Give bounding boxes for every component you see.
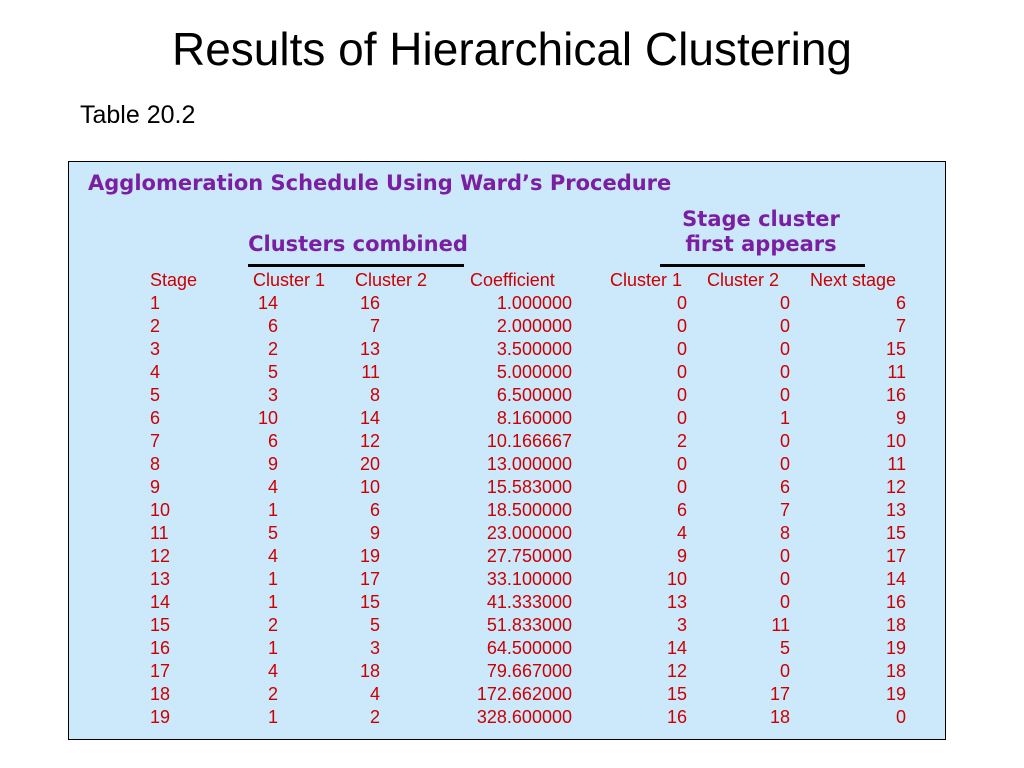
cell-first-cluster2: 0 [779, 339, 790, 359]
stage-cluster-label-line2: first appears [685, 232, 837, 256]
cell-cluster2: 19 [359, 546, 380, 566]
cell-stage: 2 [150, 316, 161, 336]
cell-next-stage: 18 [885, 615, 906, 635]
cell-coefficient: 172.662000 [476, 684, 572, 704]
cell-cluster1: 1 [267, 569, 278, 589]
cell-coefficient: 5.000000 [496, 362, 572, 382]
cell-first-cluster2: 5 [779, 638, 790, 658]
cell-cluster2: 16 [359, 293, 380, 313]
cell-first-cluster2: 0 [779, 316, 790, 336]
cell-cluster2: 18 [359, 661, 380, 681]
cell-first-cluster2: 0 [779, 431, 790, 451]
stage-cluster-underline [660, 264, 865, 267]
cell-stage: 10 [150, 500, 171, 520]
clusters-combined-underline [248, 264, 464, 267]
cell-coefficient: 18.500000 [486, 500, 572, 520]
cell-cluster1: 1 [267, 707, 278, 727]
cell-next-stage: 18 [885, 661, 906, 681]
cell-first-cluster1: 0 [676, 454, 687, 474]
cell-coefficient: 64.500000 [486, 638, 572, 658]
cell-coefficient: 27.750000 [486, 546, 572, 566]
cell-coefficient: 6.500000 [496, 385, 572, 405]
cell-stage: 1 [150, 293, 161, 313]
cell-cluster1: 6 [267, 431, 278, 451]
cell-cluster1: 1 [267, 592, 278, 612]
cell-next-stage: 11 [887, 362, 906, 382]
cell-cluster2: 20 [359, 454, 380, 474]
cell-first-cluster1: 12 [666, 661, 687, 681]
cell-coefficient: 3.500000 [496, 339, 572, 359]
cell-first-cluster1: 13 [666, 592, 687, 612]
cell-stage: 11 [150, 523, 169, 543]
cell-cluster2: 6 [369, 500, 380, 520]
cell-first-cluster1: 4 [676, 523, 687, 543]
cell-first-cluster1: 2 [676, 431, 687, 451]
slide-title: Results of Hierarchical Clustering [171, 23, 853, 75]
cell-cluster1: 5 [267, 362, 278, 382]
cell-first-cluster1: 0 [676, 477, 687, 497]
cell-coefficient: 15.583000 [486, 477, 572, 497]
cell-cluster1: 1 [267, 638, 278, 658]
cell-next-stage: 12 [885, 477, 906, 497]
cell-first-cluster2: 0 [779, 385, 790, 405]
cell-stage: 6 [150, 408, 161, 428]
cell-first-cluster2: 6 [779, 477, 790, 497]
col-header-first-cluster2: Cluster 2 [707, 270, 780, 290]
cell-next-stage: 14 [885, 569, 906, 589]
stage-cluster-label [650, 207, 872, 257]
cell-stage: 16 [150, 638, 171, 658]
cell-first-cluster2: 0 [779, 454, 790, 474]
cell-stage: 15 [150, 615, 171, 635]
cell-cluster1: 4 [267, 477, 278, 497]
cell-cluster2: 11 [361, 362, 380, 382]
cell-stage: 12 [150, 546, 171, 566]
cell-next-stage: 19 [885, 638, 906, 658]
col-header-next-stage: Next stage [810, 270, 897, 290]
cell-next-stage: 6 [895, 293, 906, 313]
cell-next-stage: 10 [885, 431, 906, 451]
cell-coefficient: 23.000000 [486, 523, 572, 543]
cell-cluster2: 14 [359, 408, 380, 428]
cell-cluster2: 8 [369, 385, 380, 405]
cell-coefficient: 10.166667 [486, 431, 572, 451]
table-number: Table 20.2 [80, 101, 196, 129]
cell-first-cluster1: 0 [676, 408, 687, 428]
cell-cluster1: 4 [267, 661, 278, 681]
cell-next-stage: 16 [885, 592, 906, 612]
cell-first-cluster1: 0 [676, 339, 687, 359]
cell-first-cluster1: 15 [666, 684, 687, 704]
col-header-cluster2: Cluster 2 [355, 270, 428, 290]
cell-coefficient: 2.000000 [496, 316, 572, 336]
cell-cluster1: 4 [267, 546, 278, 566]
table-heading: Agglomeration Schedule Using Ward’s Procedure [88, 171, 672, 195]
cell-first-cluster1: 0 [676, 385, 687, 405]
cell-coefficient: 13.000000 [486, 454, 572, 474]
cell-first-cluster2: 0 [779, 661, 790, 681]
stage-cluster-label-line1: Stage cluster [682, 207, 840, 231]
cell-cluster1: 14 [257, 293, 278, 313]
cell-stage: 4 [150, 362, 161, 382]
cell-first-cluster2: 1 [779, 408, 790, 428]
cell-first-cluster1: 0 [676, 293, 687, 313]
cell-stage: 5 [150, 385, 161, 405]
cell-coefficient: 8.160000 [496, 408, 572, 428]
cell-coefficient: 328.600000 [476, 707, 572, 727]
cell-cluster1: 6 [267, 316, 278, 336]
cell-cluster2: 3 [369, 638, 380, 658]
cell-first-cluster1: 0 [676, 362, 687, 382]
cell-stage: 7 [150, 431, 161, 451]
cell-coefficient: 1.000000 [496, 293, 572, 313]
cell-first-cluster1: 16 [666, 707, 687, 727]
cell-next-stage: 15 [885, 523, 906, 543]
cell-first-cluster1: 3 [676, 615, 687, 635]
cell-first-cluster2: 17 [769, 684, 790, 704]
cell-cluster1: 10 [257, 408, 278, 428]
cell-coefficient: 79.667000 [486, 661, 572, 681]
col-header-first-cluster1: Cluster 1 [610, 270, 683, 290]
cell-next-stage: 11 [887, 454, 906, 474]
cell-first-cluster2: 7 [779, 500, 790, 520]
cell-next-stage: 0 [895, 707, 906, 727]
cell-first-cluster1: 14 [666, 638, 687, 658]
cell-cluster1: 2 [267, 339, 278, 359]
cell-cluster2: 5 [369, 615, 380, 635]
cell-first-cluster2: 0 [779, 293, 790, 313]
col-header-stage: Stage [150, 270, 198, 290]
cell-cluster1: 1 [267, 500, 278, 520]
col-header-cluster1: Cluster 1 [253, 270, 326, 290]
cell-stage: 9 [150, 477, 161, 497]
cell-stage: 14 [150, 592, 171, 612]
cell-first-cluster2: 11 [771, 615, 790, 635]
cell-first-cluster1: 6 [676, 500, 687, 520]
clusters-combined-label: Clusters combined [248, 232, 468, 256]
cell-coefficient: 51.833000 [486, 615, 572, 635]
cell-cluster2: 7 [369, 316, 380, 336]
cell-stage: 18 [150, 684, 171, 704]
cell-cluster2: 10 [359, 477, 380, 497]
cell-cluster2: 13 [359, 339, 380, 359]
cell-first-cluster1: 9 [676, 546, 687, 566]
cell-first-cluster2: 8 [779, 523, 790, 543]
cell-cluster1: 2 [267, 615, 278, 635]
cell-first-cluster2: 0 [779, 592, 790, 612]
cell-next-stage: 13 [885, 500, 906, 520]
cell-next-stage: 9 [895, 408, 906, 428]
cell-next-stage: 16 [885, 385, 906, 405]
cell-stage: 8 [150, 454, 161, 474]
cell-cluster2: 17 [359, 569, 380, 589]
cell-first-cluster2: 0 [779, 546, 790, 566]
cell-cluster2: 12 [359, 431, 380, 451]
cell-next-stage: 7 [895, 316, 906, 336]
cell-first-cluster1: 10 [666, 569, 687, 589]
cell-coefficient: 41.333000 [486, 592, 572, 612]
cell-cluster2: 4 [369, 684, 380, 704]
cell-next-stage: 19 [885, 684, 906, 704]
cell-cluster1: 3 [267, 385, 278, 405]
cell-cluster1: 9 [267, 454, 278, 474]
cell-stage: 17 [150, 661, 171, 681]
cell-cluster1: 5 [267, 523, 278, 543]
col-header-coefficient: Coefficient [470, 270, 555, 290]
cell-first-cluster2: 0 [779, 362, 790, 382]
cell-next-stage: 17 [885, 546, 906, 566]
cell-first-cluster2: 0 [779, 569, 790, 589]
cell-cluster2: 9 [369, 523, 380, 543]
cell-stage: 13 [150, 569, 171, 589]
cell-cluster1: 2 [267, 684, 278, 704]
cell-stage: 19 [150, 707, 171, 727]
cell-cluster2: 15 [359, 592, 380, 612]
cell-stage: 3 [150, 339, 161, 359]
cell-first-cluster1: 0 [676, 316, 687, 336]
cell-first-cluster2: 18 [769, 707, 790, 727]
cell-cluster2: 2 [369, 707, 380, 727]
cell-next-stage: 15 [885, 339, 906, 359]
cell-coefficient: 33.100000 [486, 569, 572, 589]
